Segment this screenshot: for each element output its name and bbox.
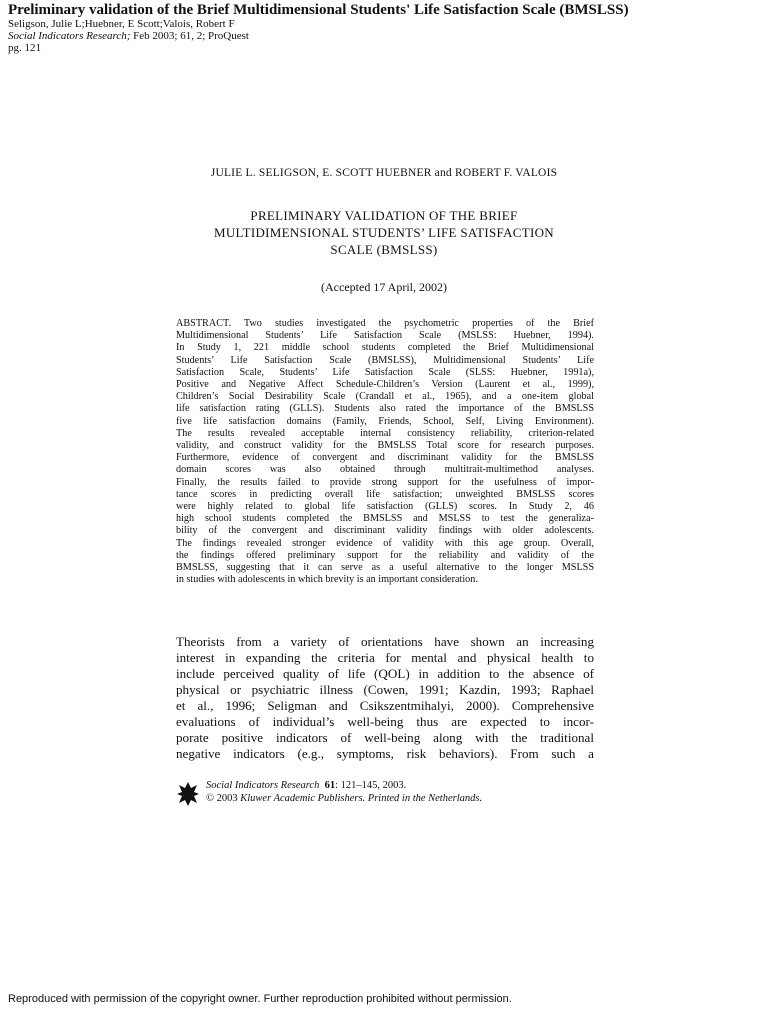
accepted-date: (Accepted 17 April, 2002) (321, 280, 447, 294)
abstract-line: Children’s Social Desirability Scale (Crandall et al., 1965), and a one-item global (176, 391, 594, 403)
footer-journal: Social Indicators Research (206, 780, 320, 791)
abstract-line: Multidimensional Students’ Life Satisfaction Scale (MSLSS: Huebner, 1994). (176, 330, 594, 342)
abstract-line: In Study 1, 221 middle school students completed the Brief Multidimensional (176, 342, 594, 354)
citation-authors: Seligson, Julie L;Huebner, E Scott;Valois, Robert F (8, 18, 235, 30)
kluwer-logo-icon (176, 781, 200, 807)
copyright-line (206, 792, 482, 805)
article-title (0, 207, 768, 258)
abstract-line: BMSLSS, suggesting that it can serve as a useful alternative to the longer MSLSS (176, 562, 594, 574)
footer-copyright: © 2003 (206, 793, 241, 804)
abstract (176, 318, 594, 586)
citation-page: pg. 121 (8, 42, 41, 54)
citation-issue: Feb 2003; 61, 2; ProQuest (130, 30, 249, 42)
body-text (176, 634, 594, 762)
abstract-line: in studies with adolescents in which brevity is an important consideration. (176, 574, 478, 586)
abstract-line: The results revealed acceptable internal consistency reliability, criterion-related (176, 427, 594, 439)
body-line: physical or psychiatric illness (Cowen, 1991; Kazdin, 1993; Raphael (176, 682, 594, 697)
article-authors: JULIE L. SELIGSON, E. SCOTT HUEBNER and ROBERT F. VALOIS (210, 167, 558, 179)
abstract-line: Furthermore, evidence of convergent and discriminant validity for the BMSLSS (176, 452, 594, 464)
article-title-line: PRELIMINARY VALIDATION OF THE BRIEF (250, 208, 518, 223)
abstract-line: high school students completed the BMSLSS and MSLSS to test the generaliza- (176, 513, 594, 525)
citation-journal: Social Indicators Research; (8, 30, 131, 42)
body-line: Theorists from a variety of orientations have shown an increasing (176, 634, 594, 649)
abstract-line: Satisfaction Scale, Students’ Life Satisfaction Scale (SLSS: Huebner, 1991a), (176, 366, 594, 378)
footer-volume: 61 (324, 780, 336, 791)
body-line: negative indicators (e.g., symptoms, risk behaviors). From such a (176, 746, 594, 761)
abstract-line: bility of the convergent and discriminant validity findings with older adolescents. (176, 525, 594, 537)
body-line: porate positive indicators of well-being along with the traditional (176, 730, 594, 745)
abstract-line: life satisfaction rating (GLLS). Students also rated the importance of the BMSLSS (176, 403, 594, 415)
abstract-line: Positive and Negative Affect Schedule-Children’s Version (Laurent et al., 1999), (176, 379, 594, 391)
article-title-line: MULTIDIMENSIONAL STUDENTS’ LIFE SATISFACTION (213, 225, 554, 240)
citation-title: Preliminary validation of the Brief Multidimensional Students' Life Satisfaction Scale (BMSLSS) (8, 2, 629, 18)
citation-header (8, 2, 760, 54)
article-title-line: SCALE (BMSLSS) (330, 242, 438, 257)
abstract-line: were highly related to global life satisfaction (GLLS) scores. In Study 2, 46 (176, 501, 594, 513)
abstract-line: Students’ Life Satisfaction Scale (BMSLSS), Multidimensional Students’ Life (176, 354, 594, 366)
body-line: interest in expanding the criteria for mental and physical health to (176, 650, 594, 665)
journal-footer (206, 779, 482, 805)
abstract-line: The findings revealed stronger evidence of validity with this age group. Overall, (176, 537, 594, 549)
abstract-line: the findings offered preliminary support for the reliability and validity of the (176, 549, 594, 561)
citation-source (8, 30, 760, 42)
abstract-line: tance scores in predicting overall life satisfaction; unweighted BMSLSS scores (176, 488, 594, 500)
footer-pages: : 121–145, 2003. (335, 780, 407, 791)
abstract-line: domain scores was also obtained through multitrait-multimethod analyses. (176, 464, 594, 476)
abstract-line: validity, and construct validity for the BMSLSS Total score for research purposes. (176, 440, 594, 452)
abstract-line: Finally, the results failed to provide strong support for the usefulness of impor- (176, 476, 594, 488)
journal-citation-line (206, 779, 482, 792)
abstract-line: five life satisfaction domains (Family, Friends, School, Self, Living Environment). (176, 415, 594, 427)
body-line: include perceived quality of life (QOL) in addition to the absence of (176, 666, 594, 681)
body-line: evaluations of individual’s well-being thus are expected to incor- (176, 714, 594, 729)
footer-publisher: Kluwer Academic Publishers. Printed in the Netherlands. (240, 793, 483, 804)
abstract-line: ABSTRACT. Two studies investigated the psychometric properties of the Brief (176, 318, 594, 329)
body-line: et al., 1996; Seligman and Csikszentmihalyi, 2000). Comprehensive (176, 698, 594, 713)
reproduction-notice: Reproduced with permission of the copyright owner. Further reproduction prohibited without permission. (8, 993, 512, 1005)
